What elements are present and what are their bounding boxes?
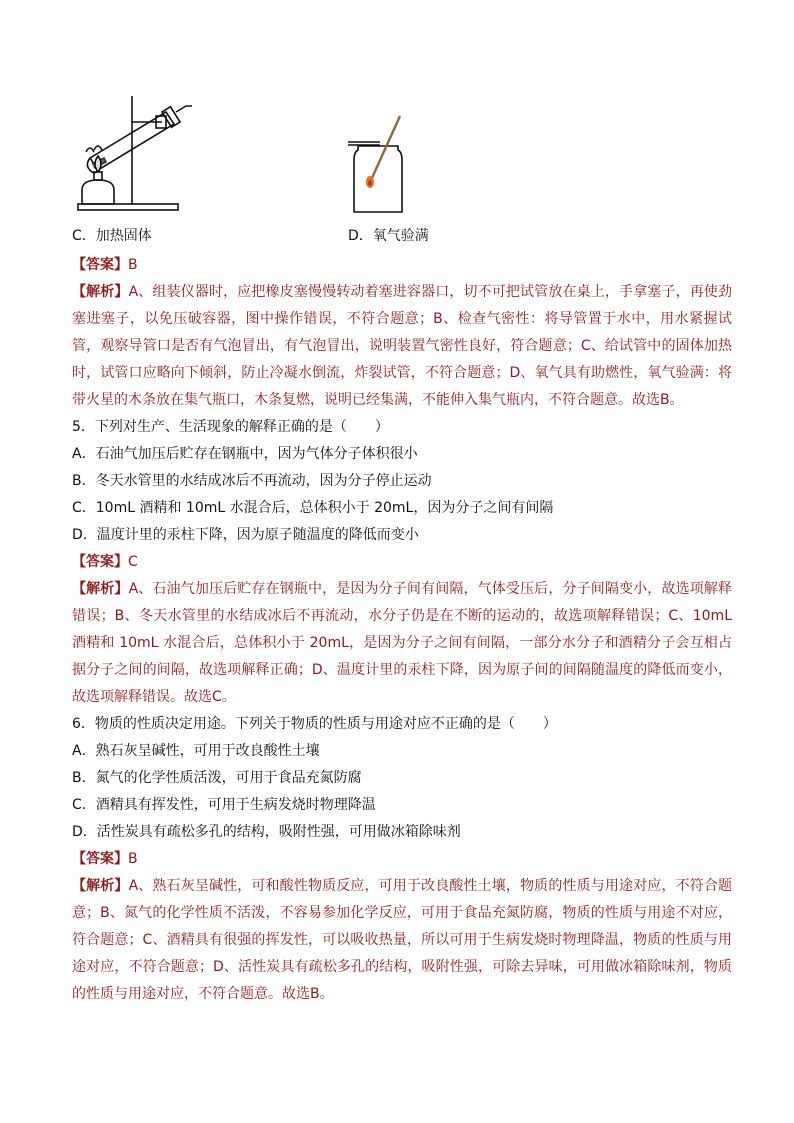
q4-answer: B — [128, 257, 138, 273]
q6-answer-line — [72, 846, 732, 873]
q6-answer: B — [128, 851, 138, 867]
answer-tag: 【答案】 — [72, 257, 128, 273]
q6-stem: 6．物质的性质决定用途。下列关于物质的性质与用途对应不正确的是（ ） — [72, 716, 557, 732]
q6-option-b: B．氮气的化学性质活泼，可用于食品充氮防腐 — [72, 770, 362, 786]
q5-answer: C — [128, 554, 138, 570]
q5-option-d: D．温度计里的汞柱下降，因为原子随温度的降低而变小 — [72, 527, 419, 543]
q4-analysis — [72, 279, 732, 414]
heating-solid-apparatus-figure — [70, 92, 192, 214]
q5-stem: 5．下列对生产、生活现象的解释正确的是（ ） — [72, 419, 389, 435]
document-body — [72, 252, 732, 1008]
q5-analysis-text: A、石油气加压后贮存在钢瓶中，是因为分子间有间隔，气体受压后，分子间隔变小，故选项解释错误；B、冬天水管里的水结成冰后不再流动，水分子仍是在不断的运动的，故选项解释错误；C、10mL 酒精和 10mL 水混合后，总体积小于 20mL，是因为分子之间有间隔，一部分水分子和酒精分子会互相占据分子之间的间隔，故选项解释正确；D、温度计里的汞柱下降，因为原子间的间隔随温度的降低而变小，故选项解释错误。故选C。 — [72, 581, 733, 705]
oxygen-test-figure — [346, 112, 416, 214]
q4-analysis-text: A、组装仪器时，应把橡皮塞慢慢转动着塞进容器口，切不可把试管放在桌上，手拿塞子，再使劲塞进塞子，以免压破容器，图中操作错误，不符合题意；B、检查气密性：将导管置于水中，用水紧握试管，观察导管口是否有气泡冒出，有气泡冒出，说明装置气密性良好，符合题意；C、给试管中的固体加热时，试管口应略向下倾斜，防止冷凝水倒流，炸裂试管，不符合题意；D、氧气具有助燃性，氧气验满：将带火星的木条放在集气瓶口，木条复燃，说明已经集满，不能伸入集气瓶内，不符合题意。故选B。 — [72, 284, 733, 408]
q6-analysis-text: A、熟石灰呈碱性，可和酸性物质反应，可用于改良酸性土壤，物质的性质与用途对应，不符合题意；B、氮气的化学性质不活泼，不容易参加化学反应，可用于食品充氮防腐，物质的性质与用途不对应，符合题意；C、酒精具有很强的挥发性，可以吸收热量，所以可用于生病发烧时物理降温，物质的性质与用途对应，不符合题意；D、活性炭具有疏松多孔的结构，吸附性强，可除去异味，可用做冰箱除味剂，物质的性质与用途对应，不符合题意。故选B。 — [72, 878, 733, 1002]
q4-answer-line — [72, 252, 732, 279]
answer-tag: 【答案】 — [72, 851, 128, 867]
q6-analysis — [72, 873, 732, 1008]
caption-c: C．加热固体 — [72, 228, 152, 244]
q6-option-c: C．酒精具有挥发性，可用于生病发烧时物理降温 — [72, 797, 376, 813]
q6-option-a: A．熟石灰呈碱性，可用于改良酸性土壤 — [72, 743, 320, 759]
q5-option-b: B．冬天水管里的水结成冰后不再流动，因为分子停止运动 — [72, 473, 432, 489]
q5-option-c: C．10mL 酒精和 10mL 水混合后，总体积小于 20mL，因为分子之间有间隔 — [72, 500, 554, 516]
analysis-tag: 【解析】 — [72, 878, 129, 894]
q5-analysis — [72, 576, 732, 711]
analysis-tag: 【解析】 — [72, 581, 129, 597]
answer-tag: 【答案】 — [72, 554, 128, 570]
q5-option-a: A．石油气加压后贮存在钢瓶中，因为气体分子体积很小 — [72, 446, 418, 462]
q5-answer-line — [72, 549, 732, 576]
analysis-tag: 【解析】 — [72, 284, 129, 300]
figure-row — [66, 92, 746, 222]
q6-option-d: D．活性炭具有疏松多孔的结构，吸附性强，可用做冰箱除味剂 — [72, 824, 461, 840]
caption-d: D．氧气验满 — [348, 228, 429, 244]
